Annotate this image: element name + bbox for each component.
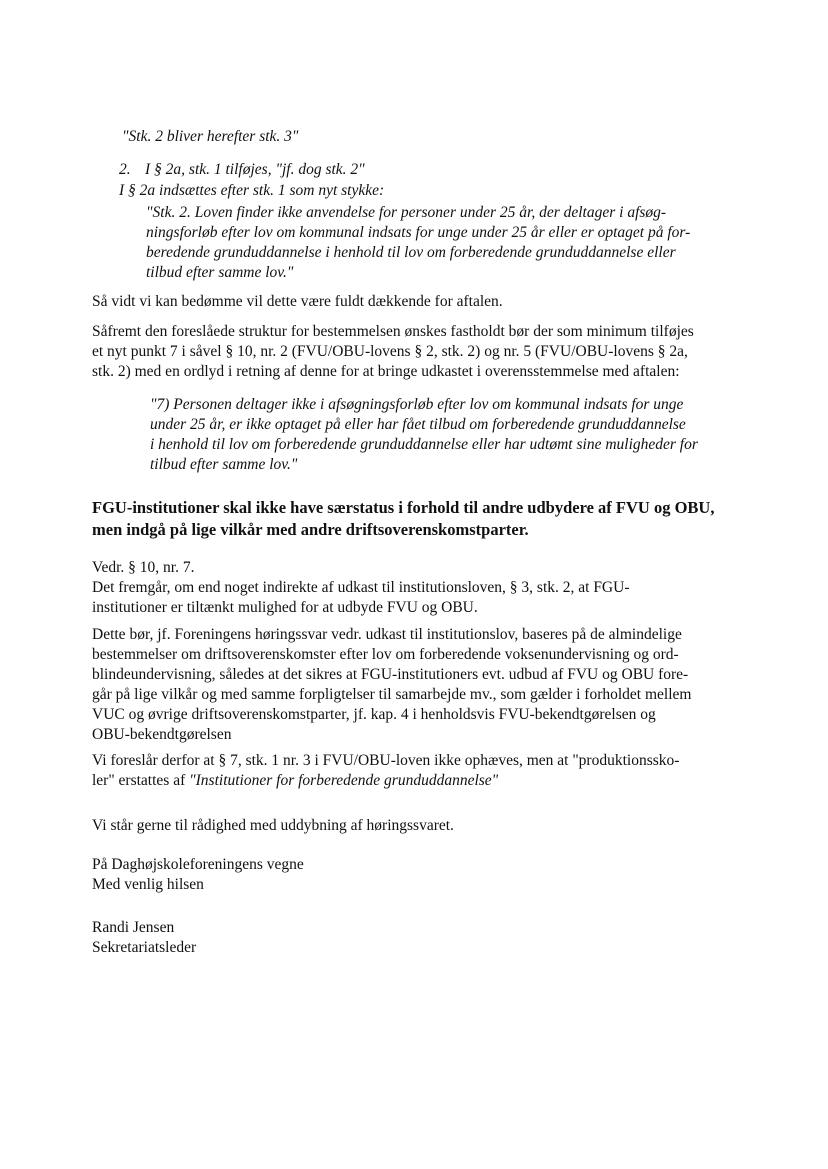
paragraph-line [92, 771, 679, 791]
amendment-quote [146, 203, 690, 283]
signoff-block [92, 855, 304, 895]
section-reference: Vedr. § 10, nr. 7. [92, 559, 195, 576]
proposal-quote [150, 395, 698, 475]
quote-line: under 25 år, er ikke optaget på eller har fået tilbud om forberedende grunduddannelse [150, 416, 686, 433]
signature-block [92, 918, 196, 958]
quote-line: "Stk. 2. Loven finder ikke anvendelse for personer under 25 år, der deltager i afsøg- [146, 204, 667, 221]
quote-line: ningsforløb efter lov om kommunal indsats for unge under 25 år eller er optaget på for- [146, 224, 691, 241]
paragraph-line: bestemmelser om driftsoverenskomster efter lov om forberedende voksenundervisning og ord- [92, 646, 679, 663]
paragraph-line: Såfremt den foreslåede struktur for bestemmelsen ønskes fastholdt bør der som minimum tilføjes [92, 323, 694, 340]
paragraph-line: institutioner er tiltænkt mulighed for at udbyde FVU og OBU. [92, 599, 478, 616]
section-heading [92, 497, 714, 541]
insert-instruction: I § 2a indsættes efter stk. 1 som nyt stykke: [119, 182, 385, 199]
signer-name: Randi Jensen [92, 919, 175, 936]
paragraph-line: Det fremgår, om end noget indirekte af udkast til institutionsloven, § 3, stk. 2, at FGU- [92, 579, 630, 596]
assessment-paragraph: Så vidt vi kan bedømme vil dette være fuldt dækkende for aftalen. [92, 293, 503, 310]
paragraph-line: blindeundervisning, således at det sikres at FGU-institutioners evt. udbud af FVU og OBU fore- [92, 666, 689, 683]
conclusion-text: ler" erstattes af [92, 772, 190, 789]
argument-paragraph [92, 625, 691, 745]
availability-paragraph: Vi står gerne til rådighed med uddybning af høringssvaret. [92, 817, 454, 834]
signer-title: Sekretariatsleder [92, 939, 197, 956]
proposal-paragraph [92, 322, 694, 382]
heading-line: FGU-institutioner skal ikke have særstatus i forhold til andre udbydere af FVU og OBU, [92, 498, 715, 517]
quote-line: i henhold til lov om forberedende grunduddannelse eller har udtømt sine muligheder for [150, 436, 698, 453]
paragraph-line: Dette bør, jf. Foreningens høringssvar vedr. udkast til institutionslov, baseres på de almindelige [92, 626, 682, 643]
stk-renumber-line: "Stk. 2 bliver herefter stk. 3" [122, 128, 299, 145]
quote-line: tilbud efter samme lov." [150, 456, 298, 473]
section-paragraph [92, 558, 629, 618]
quote-line: "7) Personen deltager ikke i afsøgningsforløb efter lov om kommunal indsats for unge [150, 396, 684, 413]
paragraph-line: et nyt punkt 7 i såvel § 10, nr. 2 (FVU/OBU-lovens § 2, stk. 2) og nr. 5 (FVU/OBU-lovens § 2a, [92, 343, 688, 360]
paragraph-line: OBU-bekendtgørelsen [92, 726, 232, 743]
item-number: 2. [119, 161, 131, 178]
greeting-line: Med venlig hilsen [92, 876, 204, 893]
item-text: I § 2a, stk. 1 tilføjes, "jf. dog stk. 2" [145, 161, 365, 178]
conclusion-paragraph [92, 751, 679, 791]
heading-line: men indgå på lige vilkår med andre driftsoverenskomstparter. [92, 520, 529, 539]
paragraph-line: går på lige vilkår og med samme forpligtelser til samarbejde mv., som gælder i forholdet mellem [92, 686, 692, 703]
paragraph-line: VUC og øvrige driftsoverenskomstparter, jf. kap. 4 i henholdsvis FVU-bekendtgørelsen og [92, 706, 656, 723]
quote-line: beredende grunduddannelse i henhold til lov om forberedende grunduddannelse eller [146, 244, 676, 261]
on-behalf-line: På Daghøjskoleforeningens vegne [92, 856, 304, 873]
amendment-item-2 [119, 160, 365, 180]
paragraph-line: Vi foreslår derfor at § 7, stk. 1 nr. 3 i FVU/OBU-loven ikke ophæves, men at "produktionssko- [92, 752, 680, 769]
quote-line: tilbud efter samme lov." [146, 264, 294, 281]
conclusion-italic-text: "Institutioner for forberedende grunduddannelse" [189, 772, 499, 789]
paragraph-line: stk. 2) med en ordlyd i retning af denne for at bringe udkastet i overensstemmelse med aftalen: [92, 363, 680, 380]
